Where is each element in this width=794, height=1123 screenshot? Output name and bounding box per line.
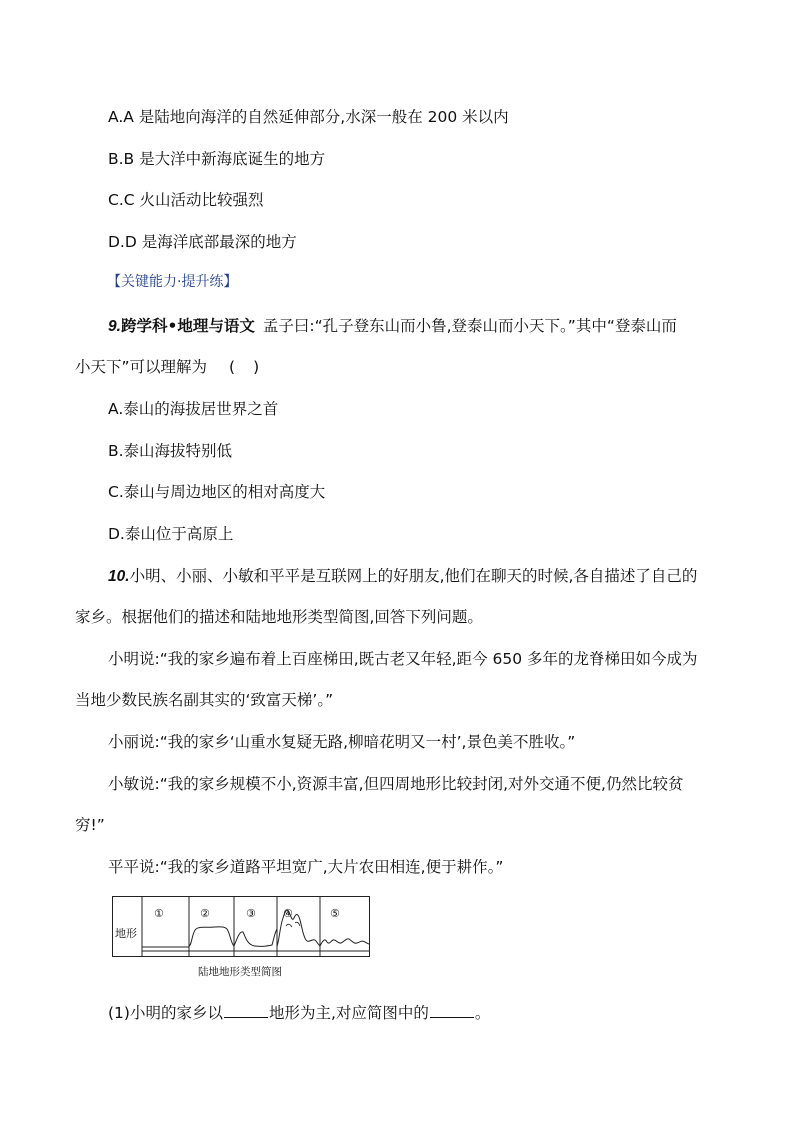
terrain-mountain	[277, 910, 320, 946]
xiaoli-para: 小丽说:“我的家乡‘山重水复疑无路,柳暗花明又一村’,景色美不胜收。”	[108, 733, 576, 751]
panel-label-3: ③	[246, 907, 256, 920]
q9-option-c: C.泰山与周边地区的相对高度大	[108, 483, 326, 501]
q9-option-a: A.泰山的海拔居世界之首	[108, 400, 279, 418]
section-label: 【关键能力·提升练】	[107, 274, 238, 290]
question-9-number: 9.	[108, 318, 121, 335]
option-a: A.A 是陆地向海洋的自然延伸部分,水深一般在 200 米以内	[108, 108, 509, 126]
answer-blank-2[interactable]	[430, 1003, 474, 1018]
question-10-line-1	[108, 566, 697, 587]
question-9-line-1	[108, 316, 677, 337]
terrain-hills	[320, 939, 369, 946]
sub1-text-b: 地形为主,对应简图中的	[268, 1004, 429, 1022]
terrain-mountain-detail	[286, 922, 300, 927]
diagram-caption: 陆地地形类型简图	[198, 966, 282, 978]
xiaoming-para-1: 小明说:“我的家乡遍布着上百座梯田,既古老又年轻,距今 650 多年的龙脊梯田如今成为	[108, 650, 698, 668]
sub1-text-c: 。	[474, 1004, 491, 1022]
panel-label-2: ②	[200, 907, 210, 920]
sub1-text-a: (1)小明的家乡以	[108, 1004, 223, 1022]
option-d: D.D 是海洋底部最深的地方	[108, 233, 297, 251]
question-10-text-1: 小明、小丽、小敏和平平是互联网上的好朋友,他们在聊天的时候,各自描述了自己的	[129, 567, 698, 585]
xiaoming-para-2: 当地少数民族名副其实的‘致富天梯’。”	[75, 691, 334, 709]
xiaomin-para-1: 小敏说:“我的家乡规模不小,资源丰富,但四周地形比较封闭,对外交通不便,仍然比较贫	[108, 775, 684, 793]
question-9-tag: 跨学科•地理与语文	[120, 317, 255, 335]
terrain-diagram	[112, 896, 376, 984]
question-10-number: 10.	[108, 568, 130, 585]
question-9-text-1: 孟子曰:“孔子登东山而小鲁,登泰山而小天下。”其中“登泰山而	[262, 317, 677, 335]
pingping-para: 平平说:“我的家乡道路平坦宽广,大片农田相连,便于耕作。”	[108, 858, 504, 876]
xiaomin-para-2: 穷!”	[75, 816, 105, 834]
q9-option-d: D.泰山位于高原上	[108, 525, 234, 543]
terrain-basin	[234, 929, 277, 946]
sub-question-1	[108, 1003, 490, 1023]
panel-label-4: ④	[283, 907, 293, 920]
option-b: B.B 是大洋中新海底诞生的地方	[108, 150, 326, 168]
answer-blank-1[interactable]	[224, 1003, 268, 1018]
panel-label-1: ①	[154, 907, 164, 920]
answer-paren: ()	[229, 358, 278, 376]
q9-option-b: B.泰山海拔特别低	[108, 442, 233, 460]
question-10-line-2: 家乡。根据他们的描述和陆地地形类型简图,回答下列问题。	[75, 608, 483, 626]
panel-label-5: ⑤	[330, 907, 340, 920]
question-9-line-2	[75, 357, 277, 377]
terrain-plateau	[189, 927, 234, 946]
question-9-text-2: 小天下”可以理解为	[75, 358, 208, 376]
row-label: 地形	[115, 927, 137, 940]
option-c: C.C 火山活动比较强烈	[108, 191, 264, 209]
